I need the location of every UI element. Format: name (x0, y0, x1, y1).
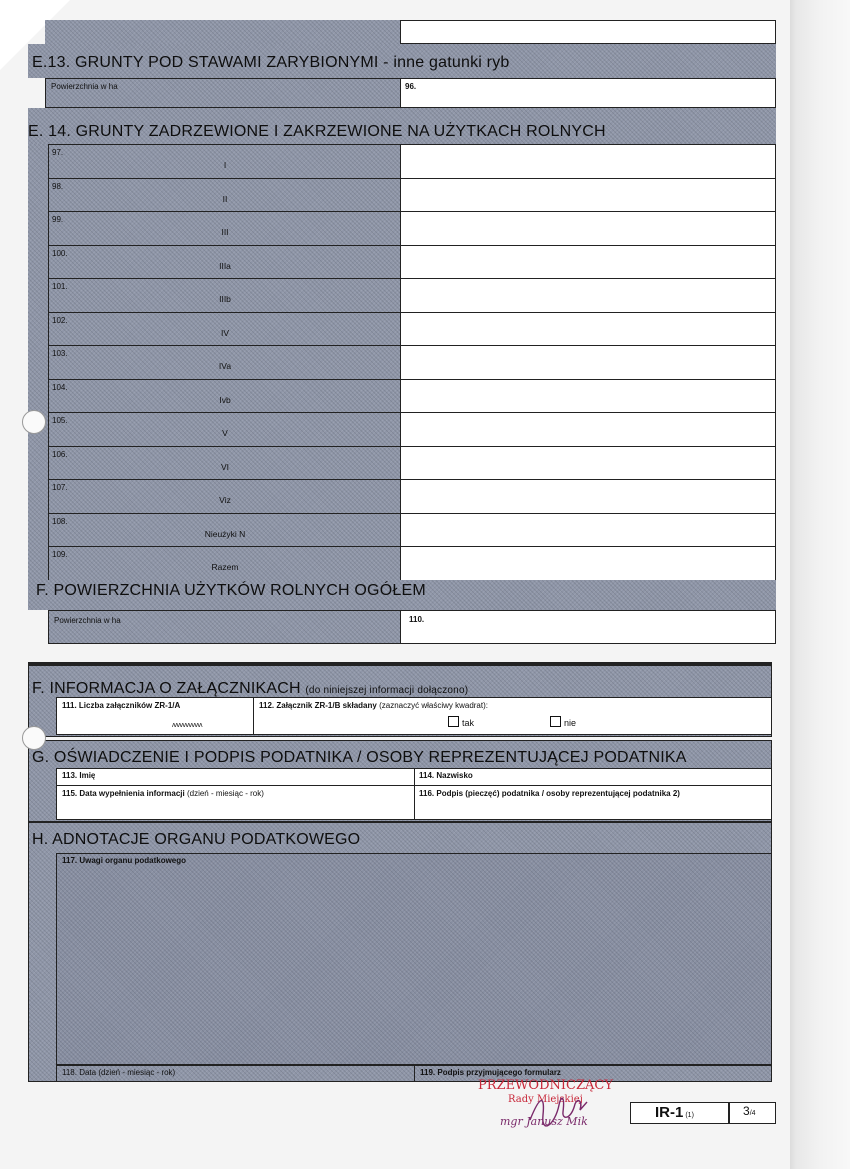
e14-row-area-input[interactable] (400, 144, 776, 179)
e14-row-class: IV (220, 327, 230, 338)
e14-row-area-input[interactable] (400, 312, 776, 347)
receipt-date-label: 118. Data (dzień - miesiąc - rok) (62, 1068, 176, 1077)
section-e13-title: E.13. GRUNTY POD STAWAMI ZARYBIONYMI - inne gatunki ryb (32, 54, 510, 71)
punch-hole-bottom (22, 726, 46, 750)
e14-row-area-input[interactable] (400, 345, 776, 380)
e14-row-number: 99. (52, 215, 64, 224)
e14-row-area-input[interactable] (400, 278, 776, 313)
e14-row-number: 107. (52, 483, 68, 492)
e14-row-class: IIIa (219, 260, 231, 271)
attachment-zr1b-label-note: (zaznaczyć właściwy kwadrat): (379, 701, 488, 710)
e14-row-class: VI (220, 461, 230, 472)
e14-left-margin (28, 144, 48, 580)
form-code-text: IR-1 (655, 1104, 684, 1121)
page-total: /4 (749, 1110, 756, 1117)
tax-office-remarks-area[interactable] (56, 853, 772, 1065)
form-code (655, 1104, 694, 1121)
f-total-field-label: Powierzchnia w ha (54, 616, 121, 625)
e14-row-class: Ivb (219, 394, 231, 405)
e14-row-area-input[interactable] (400, 379, 776, 414)
attachments-zr1a-value: ʌʌʌʌʌʌʌʌʌʌ (172, 722, 202, 729)
e14-row-number: 109. (52, 550, 68, 559)
checkbox-yes-icon[interactable] (448, 716, 459, 727)
tax-office-remarks-label: 117. Uwagi organu podatkowego (62, 856, 187, 865)
first-name-label: 113. Imię (62, 771, 96, 780)
e14-row-class: V (222, 428, 228, 438)
previous-row-value-cell[interactable] (400, 20, 776, 44)
last-name-label: 114. Nazwisko (419, 771, 473, 780)
attachments-zr1a-label: 111. Liczba załączników ZR-1/A (62, 701, 181, 710)
e14-row-class: II (222, 193, 228, 204)
e14-row-class: IVa (218, 361, 232, 371)
section-f-total-title: F. POWIERZCHNIA UŻYTKÓW ROLNYCH OGÓŁEM (36, 582, 426, 599)
section-f-info-title-main: F. INFORMACJA O ZAŁĄCZNIKACH (32, 680, 301, 697)
e14-row-area-input[interactable] (400, 446, 776, 481)
receiver-signature-label: 119. Podpis przyjmującego formularz (420, 1068, 561, 1077)
checkbox-no-icon[interactable] (550, 716, 561, 727)
zr1b-option-no[interactable] (550, 716, 576, 728)
e14-row-class: Nieużyki N (204, 528, 246, 539)
scanner-edge (790, 0, 850, 1169)
e14-row-number: 105. (52, 416, 68, 425)
e13-field-label: Powierzchnia w ha (51, 82, 118, 91)
e14-row-number: 104. (52, 382, 68, 392)
e14-row-class: III (221, 227, 229, 237)
e13-area-input[interactable] (400, 78, 776, 108)
e14-row-area-input[interactable] (400, 245, 776, 280)
zr1b-option-no-label: nie (564, 718, 577, 728)
section-f-info-title-note: (do niniejszej informacji dołączono) (305, 685, 469, 696)
e14-row-number: 103. (52, 349, 68, 358)
e14-row-number: 100. (52, 248, 68, 258)
taxpayer-signature-label: 116. Podpis (pieczęć) podatnika / osoby reprezentującej podatnika 2) (419, 789, 680, 798)
previous-row-label-cell (45, 20, 400, 44)
first-name-input[interactable] (56, 768, 415, 786)
f-total-field-number: 110. (409, 615, 425, 624)
section-e14-title: E. 14. GRUNTY ZADRZEWIONE I ZAKRZEWIONE NA UŻYTKACH ROLNYCH (28, 123, 606, 140)
e14-row-area-input[interactable] (400, 479, 776, 514)
fill-date-label (62, 789, 264, 798)
section-f-info-title (32, 680, 468, 698)
e14-row-number: 101. (52, 282, 68, 291)
e14-row-area-input[interactable] (400, 546, 776, 581)
signer-name: mgr Janusz Mik (500, 1115, 588, 1128)
e14-row-area-input[interactable] (400, 513, 776, 548)
form-code-divider (728, 1102, 730, 1124)
zr1b-option-yes-label: tak (462, 718, 475, 728)
section-g-title: G. OŚWIADCZENIE I PODPIS PODATNIKA / OSOBY REPREZENTUJĄCEJ PODATNIKA (32, 749, 687, 766)
e14-row-number: 98. (52, 181, 64, 191)
stamp-title: PRZEWODNICZĄCY (478, 1078, 613, 1093)
f-total-area-input[interactable] (400, 610, 776, 644)
attachment-zr1b-label-main: 112. Załącznik ZR-1/B składany (259, 701, 377, 710)
attachment-zr1b-label (259, 701, 488, 710)
e14-row-number: 102. (52, 315, 68, 325)
zr1b-option-yes[interactable] (448, 716, 474, 728)
page-indicator (743, 1104, 756, 1118)
e14-row-class: IIIb (219, 294, 231, 304)
e13-field-number: 96. (405, 82, 417, 91)
fill-date-label-main: 115. Data wypełnienia informacji (62, 789, 185, 798)
section-h-title: H. ADNOTACJE ORGANU PODATKOWEGO (32, 831, 361, 848)
punch-hole-top (22, 410, 46, 434)
page-number: 3 (743, 1104, 750, 1118)
fill-date-label-note: (dzień - miesiąc - rok) (186, 789, 264, 798)
form-version: (1) (685, 1112, 694, 1119)
e14-row-area-input[interactable] (400, 211, 776, 246)
e14-row-area-input[interactable] (400, 412, 776, 447)
e14-row-class: Viz (219, 495, 231, 505)
e14-row-number: 97. (52, 148, 64, 157)
e14-row-number: 108. (52, 516, 68, 526)
e14-row-class: I (223, 160, 227, 170)
stamp-council: Rady Miejskiej (508, 1094, 583, 1105)
e14-row-number: 106. (52, 449, 68, 459)
e14-row-area-input[interactable] (400, 178, 776, 213)
e14-row-class: Razem (211, 562, 239, 572)
